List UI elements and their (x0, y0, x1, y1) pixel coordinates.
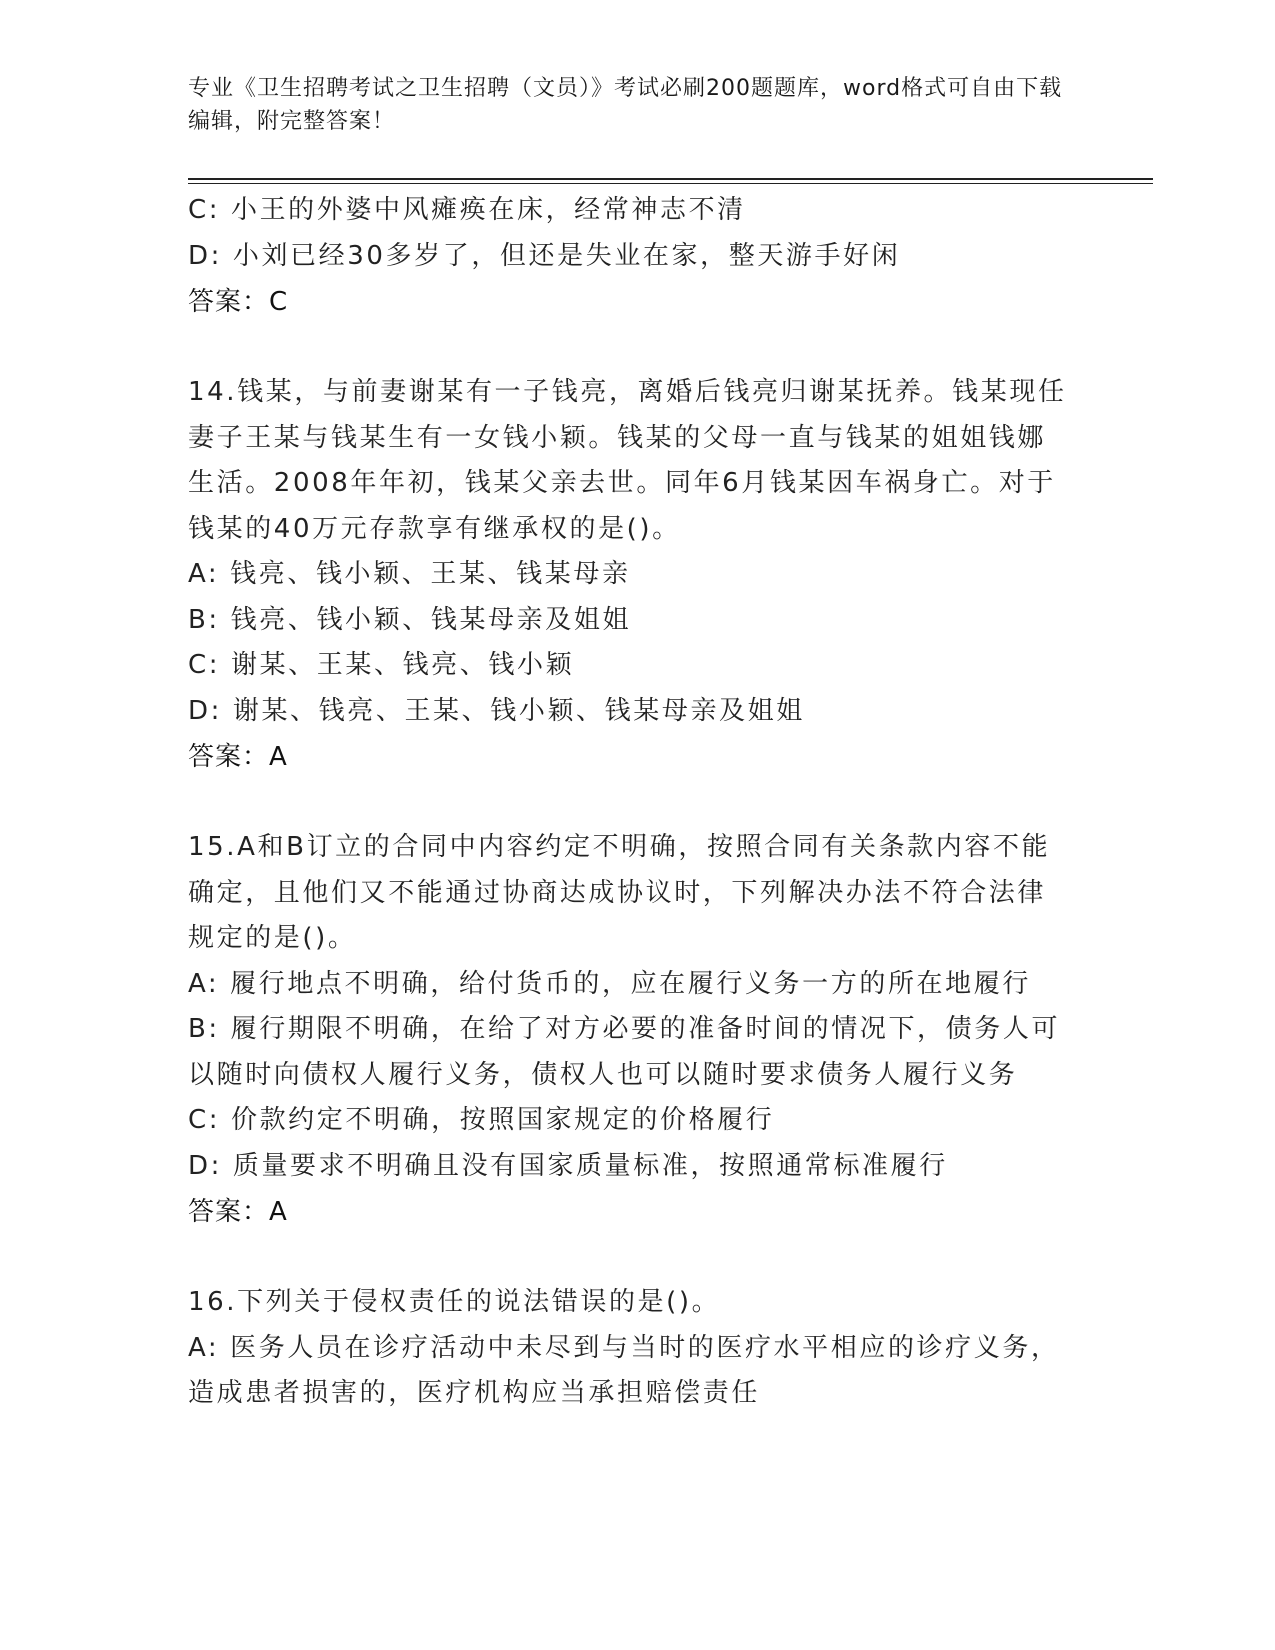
option-a-continued: 造成患者损害的，医疗机构应当承担赔偿责任 (188, 1378, 761, 1408)
document-body (188, 188, 1068, 1417)
option-d: D: 质量要求不明确且没有国家质量标准，按照通常标准履行 (188, 1150, 948, 1181)
option-a: A: 钱亮、钱小颖、王某、钱某母亲 (188, 559, 631, 589)
answer: 答案：A (188, 1197, 288, 1227)
question-stem-line: 14.钱某，与前妻谢某有一子钱亮，离婚后钱亮归谢某抚养。钱某现任 (188, 377, 1067, 407)
option-d: D: 小刘已经30多岁了，但还是失业在家，整天游手好闲 (188, 240, 901, 271)
question-stem-line: 生活。2008年年初，钱某父亲去世。同年6月钱某因车祸身亡。对于 (188, 468, 1056, 498)
header-divider-thin (188, 183, 1153, 184)
spacer (188, 1235, 1068, 1280)
option-a: A: 医务人员在诊疗活动中未尽到与当时的医疗水平相应的诊疗义务， (188, 1332, 1060, 1363)
question-13-tail (188, 188, 1068, 325)
question-stem-line: 规定的是()。 (188, 923, 357, 953)
question-14 (188, 370, 1068, 780)
question-stem-line: 钱某的40万元存款享有继承权的是()。 (188, 513, 681, 544)
spacer (188, 780, 1068, 825)
option-c: C: 小王的外婆中风瘫痪在床，经常神志不清 (188, 195, 746, 225)
option-b: B: 履行期限不明确，在给了对方必要的准备时间的情况下，债务人可 (188, 1014, 1061, 1044)
option-b: B: 钱亮、钱小颖、钱某母亲及姐姐 (188, 604, 632, 635)
option-c: C: 价款约定不明确，按照国家规定的价格履行 (188, 1105, 775, 1135)
question-stem-line: 16.下列关于侵权责任的说法错误的是()。 (188, 1287, 721, 1317)
spacer (188, 325, 1068, 370)
answer: 答案：A (188, 742, 288, 772)
question-stem-line: 15.A和B订立的合同中内容约定不明确，按照合同有关条款内容不能 (188, 832, 1051, 862)
header-divider-thick (188, 178, 1153, 180)
question-15 (188, 825, 1068, 1235)
question-stem-line: 妻子王某与钱某生有一女钱小颖。钱某的父母一直与钱某的姐姐钱娜 (188, 422, 1047, 453)
question-stem-line: 确定，且他们又不能通过协商达成协议时，下列解决办法不符合法律 (188, 877, 1047, 908)
answer: 答案：C (188, 287, 289, 317)
option-a: A: 履行地点不明确，给付货币的，应在履行义务一方的所在地履行 (188, 968, 1031, 999)
option-d: D: 谢某、钱亮、王某、钱小颖、钱某母亲及姐姐 (188, 695, 805, 726)
option-b-continued: 以随时向债权人履行义务，债权人也可以随时要求债务人履行义务 (188, 1059, 1018, 1090)
document-header: 专业《卫生招聘考试之卫生招聘（文员）》考试必刷200题题库，word格式可自由下载编辑，附完整答案！ (188, 76, 1063, 134)
question-16 (188, 1280, 1068, 1417)
option-c: C: 谢某、王某、钱亮、钱小颖 (188, 650, 575, 680)
